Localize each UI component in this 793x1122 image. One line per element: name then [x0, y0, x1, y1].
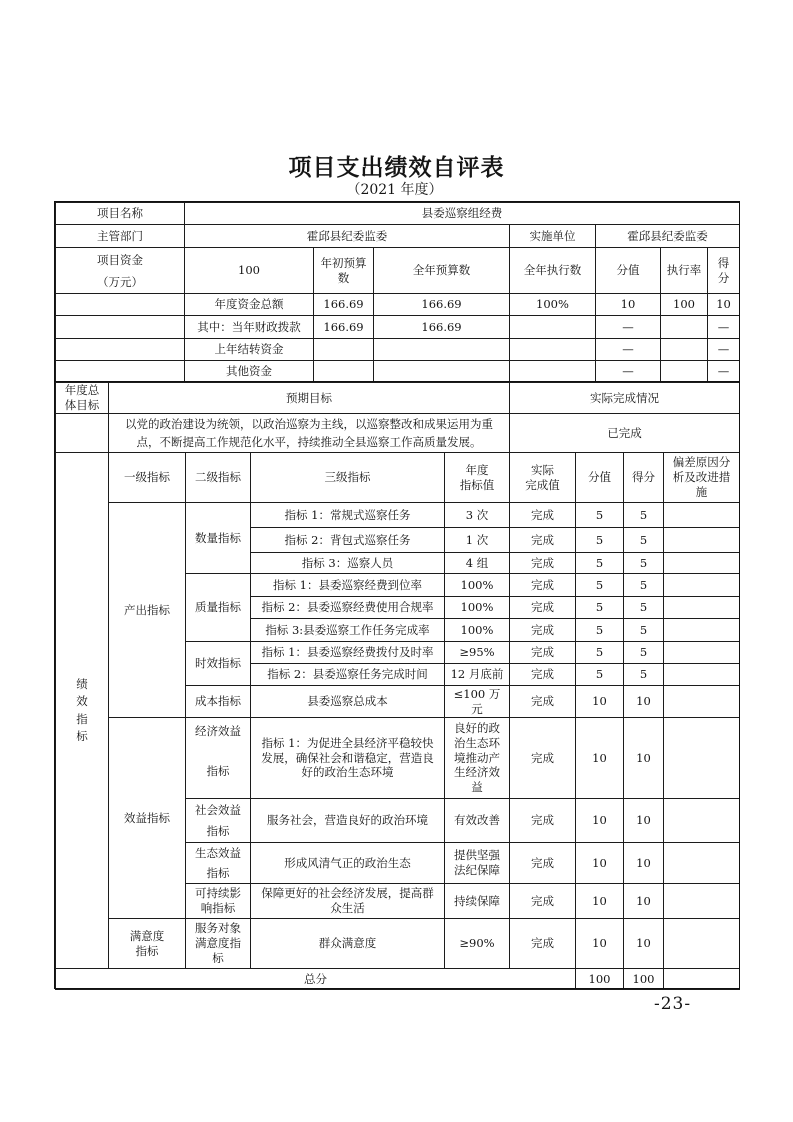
header-score: 得分 — [708, 248, 740, 294]
level2-economic: 经济效益指标 — [195, 724, 241, 778]
indicator-row — [56, 718, 740, 799]
indicator-target: 良好的政治生态环境推动产生经济效益 — [445, 718, 510, 799]
indicator-name: 指标 3：巡察人员 — [251, 553, 445, 574]
indicator-score: 10 — [624, 919, 664, 969]
fund-row-initial: 166.69 — [314, 316, 374, 339]
funds-value: 100 — [185, 248, 314, 294]
department-label: 主管部门 — [56, 225, 185, 248]
indicator-score-value: 10 — [576, 686, 624, 718]
indicator-actual: 完成 — [510, 919, 576, 969]
annual-goal-label: 年度总体目标 — [56, 383, 109, 414]
indicator-target: ≥90% — [445, 919, 510, 969]
fund-row-initial: 166.69 — [314, 294, 374, 316]
goals-header-row — [56, 383, 740, 414]
header-level1: 一级指标 — [109, 453, 186, 503]
implementing-unit-value: 霍邱县纪委监委 — [596, 225, 740, 248]
indicator-score: 5 — [624, 664, 664, 686]
level2-social: 社会效益指标 — [195, 802, 241, 838]
level2-cost: 成本指标 — [186, 686, 251, 718]
level1-benefit: 效益指标 — [109, 718, 186, 919]
indicator-score-value: 10 — [576, 919, 624, 969]
indicator-deviation — [664, 597, 740, 619]
project-name-label: 项目名称 — [56, 203, 185, 225]
indicator-name: 指标 1：为促进全县经济平稳较快发展，确保社会和谐稳定，营造良好的政治生态环境 — [251, 718, 445, 799]
expected-goal-header: 预期目标 — [109, 383, 510, 414]
indicator-deviation — [664, 664, 740, 686]
goals-blank-cell — [56, 414, 109, 453]
fund-row-score-value: 10 — [596, 294, 661, 316]
fund-row-exec-rate — [661, 316, 708, 339]
indicator-score: 10 — [624, 843, 664, 884]
indicator-target: ≤100 万元 — [445, 686, 510, 718]
indicator-deviation — [664, 884, 740, 919]
fund-row-score: — — [708, 361, 740, 383]
indicator-score-value: 5 — [576, 553, 624, 574]
indicator-score-value: 5 — [576, 574, 624, 597]
fund-row-blank — [56, 361, 185, 383]
indicator-name: 指标 2：背包式巡察任务 — [251, 528, 445, 553]
indicator-score-value: 5 — [576, 528, 624, 553]
total-row — [56, 969, 740, 990]
indicator-score-value: 5 — [576, 642, 624, 664]
header-annual-target: 年度 指标值 — [445, 453, 510, 503]
indicator-target: 有效改善 — [445, 799, 510, 843]
indicator-name: 指标 3:县委巡察工作任务完成率 — [251, 619, 445, 642]
indicator-target: 12 月底前 — [445, 664, 510, 686]
fund-row-score-value: — — [596, 316, 661, 339]
header-score: 得分 — [624, 453, 664, 503]
indicator-target: ≥95% — [445, 642, 510, 664]
indicator-score: 10 — [624, 799, 664, 843]
performance-indicators-label: 绩效指标 — [76, 676, 88, 743]
level1-satisfaction-cell — [109, 919, 186, 969]
indicator-deviation — [664, 919, 740, 969]
indicator-row — [56, 919, 740, 969]
fund-row-label: 其他资金 — [185, 361, 314, 383]
fund-row — [56, 361, 740, 383]
indicator-score: 5 — [624, 619, 664, 642]
fund-row-annual — [374, 339, 510, 361]
indicator-name: 指标 2：县委巡察任务完成时间 — [251, 664, 445, 686]
indicator-name: 指标 1：常规式巡察任务 — [251, 503, 445, 528]
fund-row-label: 年度资金总额 — [185, 294, 314, 316]
level2-sustainability: 可持续影响指标 — [186, 884, 251, 919]
fund-row-blank — [56, 294, 185, 316]
fund-row-annual: 166.69 — [374, 294, 510, 316]
indicator-name: 县委巡察总成本 — [251, 686, 445, 718]
indicator-score: 5 — [624, 574, 664, 597]
header-annual-budget: 全年预算数 — [374, 248, 510, 294]
fund-row-blank — [56, 339, 185, 361]
level2-timeliness: 时效指标 — [186, 642, 251, 686]
indicator-name: 群众满意度 — [251, 919, 445, 969]
funds-label-cell — [56, 248, 185, 294]
header-level3: 三级指标 — [251, 453, 445, 503]
level2-social-cell — [186, 799, 251, 843]
expected-goal-cell — [109, 414, 510, 453]
implementing-unit-label: 实施单位 — [510, 225, 596, 248]
header-score-value: 分值 — [596, 248, 661, 294]
fund-row-score-value: — — [596, 361, 661, 383]
indicator-score: 10 — [624, 686, 664, 718]
indicator-score-value: 10 — [576, 884, 624, 919]
indicator-actual: 完成 — [510, 574, 576, 597]
department-value: 霍邱县纪委监委 — [185, 225, 510, 248]
funds-unit: （万元） — [97, 274, 143, 289]
indicator-deviation — [664, 619, 740, 642]
actual-completion-text: 已完成 — [510, 414, 740, 453]
performance-indicators-section-cell — [56, 453, 109, 969]
total-deviation — [664, 969, 740, 990]
fund-row-executed — [510, 361, 596, 383]
indicator-deviation — [664, 503, 740, 528]
indicator-name: 指标 1：县委巡察经费拨付及时率 — [251, 642, 445, 664]
fund-row — [56, 339, 740, 361]
performance-indicators-table — [55, 382, 740, 990]
indicator-actual: 完成 — [510, 686, 576, 718]
indicator-score-value: 5 — [576, 619, 624, 642]
funds-header-row — [56, 248, 740, 294]
indicator-target: 4 组 — [445, 553, 510, 574]
indicator-name: 指标 1：县委巡察经费到位率 — [251, 574, 445, 597]
header-annual-executed: 全年执行数 — [510, 248, 596, 294]
level2-economic-cell — [186, 718, 251, 799]
indicator-actual: 完成 — [510, 718, 576, 799]
indicator-deviation — [664, 553, 740, 574]
indicator-score-value: 5 — [576, 597, 624, 619]
level2-quality: 质量指标 — [186, 574, 251, 642]
indicator-target: 提供坚强法纪保障 — [445, 843, 510, 884]
fund-row-blank — [56, 316, 185, 339]
indicator-actual: 完成 — [510, 843, 576, 884]
total-label: 总分 — [56, 969, 576, 990]
header-score-value: 分值 — [576, 453, 624, 503]
indicator-name: 指标 2：县委巡察经费使用合规率 — [251, 597, 445, 619]
indicator-score-value: 5 — [576, 664, 624, 686]
indicator-score-value: 10 — [576, 718, 624, 799]
fund-row-score: — — [708, 316, 740, 339]
total-score: 100 — [624, 969, 664, 990]
indicator-score: 5 — [624, 503, 664, 528]
page-title: 项目支出绩效自评表 — [288, 154, 505, 181]
level2-service-satisfaction: 服务对象满意度指标 — [186, 919, 251, 969]
fund-row-executed — [510, 339, 596, 361]
indicator-name: 服务社会，营造良好的政治环境 — [251, 799, 445, 843]
level2-ecological-cell — [186, 843, 251, 884]
indicator-row — [56, 503, 740, 528]
indicator-target: 100% — [445, 574, 510, 597]
indicator-deviation — [664, 642, 740, 664]
indicator-score: 5 — [624, 642, 664, 664]
indicator-actual: 完成 — [510, 503, 576, 528]
indicator-score: 10 — [624, 718, 664, 799]
page-subtitle: （2021 年度） — [346, 182, 443, 198]
header-deviation: 偏差原因分析及改进措施 — [664, 453, 740, 503]
indicator-deviation — [664, 718, 740, 799]
fund-row-exec-rate — [661, 339, 708, 361]
fund-row — [56, 294, 740, 316]
goals-content-row — [56, 414, 740, 453]
fund-row-initial — [314, 361, 374, 383]
fund-row-executed — [510, 316, 596, 339]
indicator-deviation — [664, 574, 740, 597]
indicator-actual: 完成 — [510, 619, 576, 642]
indicator-actual: 完成 — [510, 799, 576, 843]
header-initial-budget: 年初预算数 — [314, 248, 374, 294]
fund-row-initial — [314, 339, 374, 361]
indicator-score: 10 — [624, 884, 664, 919]
indicator-target: 持续保障 — [445, 884, 510, 919]
indicator-name: 保障更好的社会经济发展，提高群众生活 — [251, 884, 445, 919]
project-funds-table — [55, 202, 740, 383]
project-name-row — [56, 203, 740, 225]
indicator-actual: 完成 — [510, 664, 576, 686]
fund-row-score: — — [708, 339, 740, 361]
header-actual-value: 实际 完成值 — [510, 453, 576, 503]
indicator-score-value: 10 — [576, 799, 624, 843]
fund-row-label: 上年结转资金 — [185, 339, 314, 361]
fund-row-label: 其中：当年财政拨款 — [185, 316, 314, 339]
project-name-value: 县委巡察组经费 — [185, 203, 740, 225]
indicator-score: 5 — [624, 597, 664, 619]
indicator-score: 5 — [624, 528, 664, 553]
indicator-actual: 完成 — [510, 597, 576, 619]
level1-output: 产出指标 — [109, 503, 186, 718]
indicator-score-value: 5 — [576, 503, 624, 528]
indicator-actual: 完成 — [510, 553, 576, 574]
fund-row-exec-rate — [661, 361, 708, 383]
indicator-target: 100% — [445, 597, 510, 619]
funds-label: 项目资金 — [97, 252, 143, 267]
indicator-name: 形成风清气正的政治生态 — [251, 843, 445, 884]
indicator-deviation — [664, 528, 740, 553]
fund-row-annual — [374, 361, 510, 383]
header-level2: 二级指标 — [186, 453, 251, 503]
indicator-actual: 完成 — [510, 528, 576, 553]
header-exec-rate: 执行率 — [661, 248, 708, 294]
indicator-actual: 完成 — [510, 884, 576, 919]
actual-completion-header: 实际完成情况 — [510, 383, 740, 414]
fund-row-score: 10 — [708, 294, 740, 316]
indicator-target: 3 次 — [445, 503, 510, 528]
fund-row-annual: 166.69 — [374, 316, 510, 339]
fund-row — [56, 316, 740, 339]
indicator-target: 1 次 — [445, 528, 510, 553]
indicator-deviation — [664, 799, 740, 843]
indicator-deviation — [664, 843, 740, 884]
indicator-header-row — [56, 453, 740, 503]
level2-quantity: 数量指标 — [186, 503, 251, 574]
level1-satisfaction: 满意度指标 — [129, 928, 165, 958]
indicator-actual: 完成 — [510, 642, 576, 664]
level2-ecological: 生态效益指标 — [195, 846, 241, 880]
page-number: -23- — [654, 994, 692, 1014]
indicator-target: 100% — [445, 619, 510, 642]
fund-row-exec-rate: 100 — [661, 294, 708, 316]
fund-row-executed: 100% — [510, 294, 596, 316]
department-row — [56, 225, 740, 248]
total-score-value: 100 — [576, 969, 624, 990]
indicator-deviation — [664, 686, 740, 718]
fund-row-score-value: — — [596, 339, 661, 361]
expected-goal-text: 以党的政治建设为统领，以政治巡察为主线，以巡察整改和成果运用为重点，不断提高工作规范化水平，持续推动全县巡察工作高质量发展。 — [125, 417, 493, 449]
indicator-score: 5 — [624, 553, 664, 574]
indicator-score-value: 10 — [576, 843, 624, 884]
